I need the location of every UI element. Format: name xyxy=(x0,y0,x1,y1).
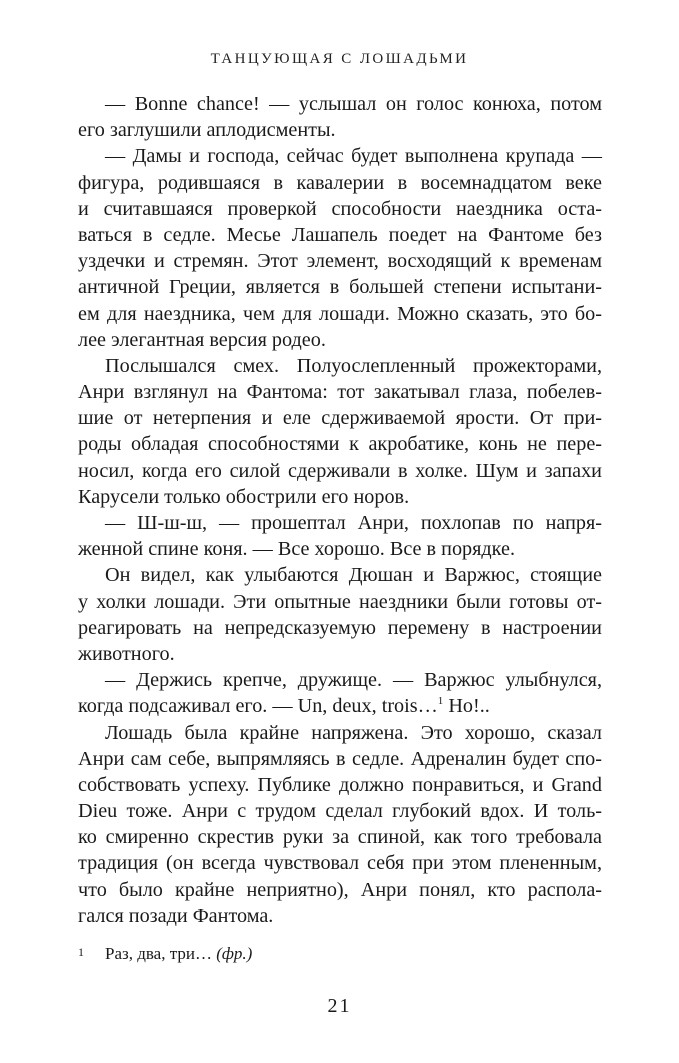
text-line: и считавшаяся проверкой способности наездника оста- xyxy=(78,197,602,220)
text-line: у холки лошади. Эти опытные наездники были готовы от- xyxy=(78,590,602,613)
text-line: собствовать успеху. Публике должно понравиться, и Grand xyxy=(78,773,602,796)
text-line: Анри взглянул на Фантома: тот закатывал глаза, побелев- xyxy=(78,381,602,404)
text-line: — Bonne chance! — услышал он голос конюха, потом xyxy=(105,93,602,115)
running-head: ТАНЦУЮЩАЯ С ЛОШАДЬМИ xyxy=(210,51,469,67)
text-line: реагировать на непредсказуемую перемену в настроении xyxy=(78,616,602,639)
text-line: ем для наездника, чем для лошади. Можно сказать, это бо- xyxy=(78,302,602,325)
text-line: носил, когда его силой сдерживали в холке. Шум и запахи xyxy=(78,459,602,482)
footnote-language: (фр.) xyxy=(216,944,253,963)
text-line: традиция (он всегда чувствовал себя при этом плененным, xyxy=(78,852,602,875)
text-line: Карусели только обострили его норов. xyxy=(78,485,410,508)
text-line: шие от нетерпения и еле сдерживаемой ярости. От при- xyxy=(78,407,602,430)
text-line: ко смиренно скрестив руки за спиной, как того требовала xyxy=(78,826,602,849)
text-line: Dieu тоже. Анри с трудом сделал глубокий вдох. И толь- xyxy=(78,800,602,823)
text-line: роды обладая способностями к акробатике, конь не пере- xyxy=(78,433,602,456)
text-line: фигура, родившаяся в кавалерии в восемнадцатом веке xyxy=(78,171,602,194)
text-line: что было крайне неприятно), Анри понял, кто распола- xyxy=(78,878,602,901)
text-line: — Держись крепче, дружище. — Варжюс улыбнулся, xyxy=(105,669,602,692)
text-line: уздечки и стремян. Этот элемент, восходящий к временам xyxy=(78,250,602,273)
text-line: Лошадь была крайне напряжена. Это хорошо, сказал xyxy=(105,721,602,744)
text-line: женной спине коня. — Все хорошо. Все в порядке. xyxy=(78,538,515,561)
text-line: античной Греции, является в большей степени испытани- xyxy=(78,276,602,299)
text-line: его заглушили аплодисменты. xyxy=(78,119,336,142)
footnote-reference: 1 xyxy=(437,695,444,708)
footnote xyxy=(78,941,602,965)
text-line: лее элегантная версия родео. xyxy=(78,328,326,351)
text-line: Анри сам себе, выпрямляясь в седле. Адреналин будет спо- xyxy=(78,747,602,770)
body-text xyxy=(78,91,602,929)
text-line: — Дамы и господа, сейчас будет выполнена крупада — xyxy=(105,145,602,168)
text-line: Он видел, как улыбаются Дюшан и Варжюс, стоящие xyxy=(105,564,602,587)
footnote-marker: 1 xyxy=(78,945,84,959)
text-line: животного. xyxy=(78,642,175,665)
text-line: когда подсаживал его. — Un, deux, trois…$^1$ Ho!.. xyxy=(78,695,490,718)
footnote-text: Раз, два, три… xyxy=(105,944,217,963)
text-line: гался позади Фантома. xyxy=(78,904,274,927)
text-line: — Ш-ш-ш, — прошептал Анри, похлопав по напря- xyxy=(105,512,602,534)
text-line: Послышался смех. Полуослепленный прожекторами, xyxy=(105,354,602,377)
text-line: ваться в седле. Месье Лашапель поедет на Фантоме без xyxy=(78,223,602,246)
page-number: 21 xyxy=(327,995,352,1017)
